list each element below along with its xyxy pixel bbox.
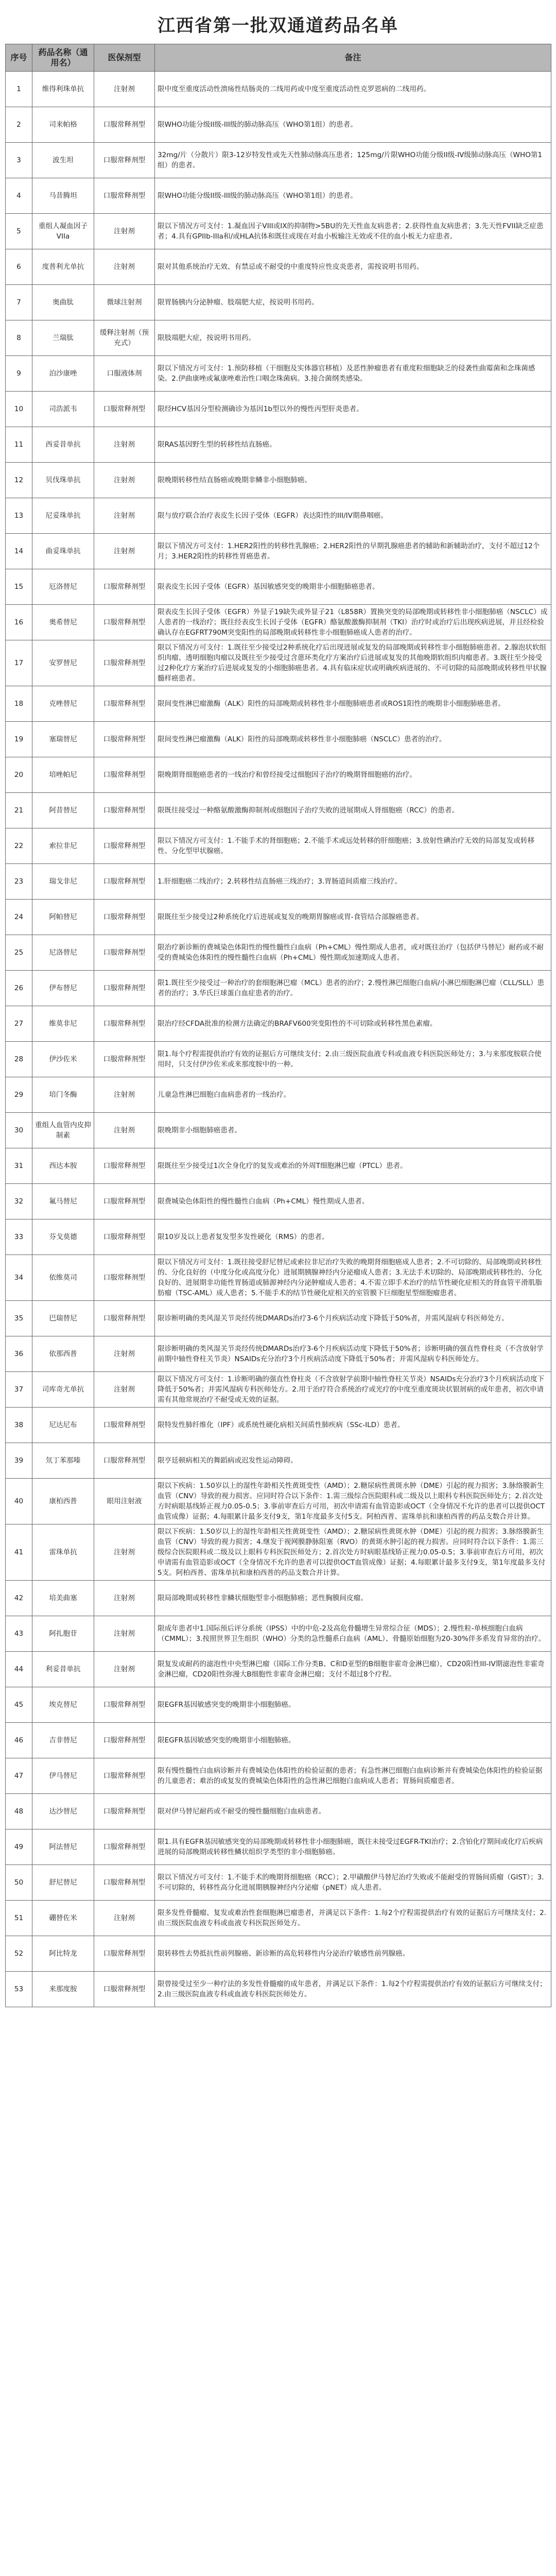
dosage-form: 微球注射剂: [94, 285, 155, 320]
drug-note: 限诊断明确的类风湿关节炎经传统DMARDs治疗3-6个月疾病活动度下降低于50%者，并需风湿病专科医师处方。: [155, 1301, 551, 1336]
row-number: 14: [6, 534, 32, 569]
dosage-form: 注射剂: [94, 1372, 155, 1408]
row-number: 11: [6, 427, 32, 463]
header-form: 医保剂型: [94, 44, 155, 72]
row-number: 5: [6, 214, 32, 249]
drug-name: 埃克替尼: [32, 1687, 94, 1723]
row-number: 1: [6, 72, 32, 107]
table-row: [6, 534, 551, 569]
table-row: [6, 828, 551, 864]
table-row: [6, 498, 551, 534]
row-number: 33: [6, 1219, 32, 1255]
drug-name: 伊布替尼: [32, 971, 94, 1006]
drug-note: 限以下情况方可支付：1.既往接受舒尼替尼或索拉非尼治疗失败的晚期肾细胞癌成人患者；2.不可切除的、局部晚期或转移性的、分化良好的（中度分化或高度分化）进展期胰腺神经内分泌瘤成人患者；3.无法手术切除的、局部晚期或转移性的、分化良好的、进展期非功能性胃肠道或肺源神经内分泌肿瘤成人患者；4.不需立即手术治疗的结节性硬化症相关的肾血管平滑肌脂肪瘤（TSC-AML）成人患者；5.不能手术的结节性硬化症相关的室管膜下巨细胞星型细胞瘤患者。: [155, 1255, 551, 1301]
row-number: 2: [6, 107, 32, 143]
drug-name: 氟马替尼: [32, 1184, 94, 1219]
drug-name: 厄洛替尼: [32, 569, 94, 605]
table-row: [6, 1829, 551, 1865]
drug-name: 达沙替尼: [32, 1794, 94, 1829]
drug-note: 限特发性肺纤维化（IPF）或系统性硬化病相关间质性肺疾病（SSc-ILD）患者。: [155, 1408, 551, 1443]
row-number: 49: [6, 1829, 32, 1865]
drug-note: 1.肝细胞癌二线治疗；2.转移性结直肠癌三线治疗；3.胃肠道间质瘤三线治疗。: [155, 864, 551, 900]
drug-name: 硼替佐米: [32, 1901, 94, 1936]
table-body: [6, 72, 551, 2007]
drug-note: 限WHO功能分级II级-III级的肺动脉高压（WHO第1组）的患者。: [155, 178, 551, 214]
dosage-form: 口服常释剂型: [94, 1687, 155, 1723]
dosage-form: 口服常释剂型: [94, 793, 155, 828]
drug-name: 奥曲肽: [32, 285, 94, 320]
drug-name: 阿法替尼: [32, 1829, 94, 1865]
drug-note: 限以下情况方可支付：1.既往至少接受过2种系统化疗后出现进展或复发的局部晚期或转移性非小细胞肺癌患者。2.腺泡状软组织肉瘤、透明细胞肉瘤以及既往至少接受过含蒽环类化疗方案治疗后进展或复发的其他晚期软组织肉瘤患者。3.既往至少接受过2种化疗方案治疗后进展或复发的小细胞肺癌患者。4.具有临床症状或明确疾病进展的、不可切除的局部晚期或转移性甲状腺髓样癌患者。: [155, 640, 551, 686]
drug-note: 限肢端肥大症，按说明书用药。: [155, 320, 551, 356]
drug-name: 阿帕替尼: [32, 900, 94, 935]
table-row: [6, 1972, 551, 2007]
row-number: 17: [6, 640, 32, 686]
table-row: [6, 427, 551, 463]
dosage-form: 口服常释剂型: [94, 971, 155, 1006]
dosage-form: 注射剂: [94, 1581, 155, 1616]
row-number: 4: [6, 178, 32, 214]
drug-name: 度普利尤单抗: [32, 249, 94, 285]
drug-note: 限晚期转移性结直肠癌或晚期非鳞非小细胞肺癌。: [155, 463, 551, 498]
dosage-form: 注射剂: [94, 498, 155, 534]
table-row: [6, 971, 551, 1006]
drug-name: 克唑替尼: [32, 686, 94, 722]
drug-note: 限晚期非小细胞肺癌患者。: [155, 1113, 551, 1148]
dosage-form: 口服常释剂型: [94, 178, 155, 214]
drug-note: 限RAS基因野生型的转移性结直肠癌。: [155, 427, 551, 463]
row-number: 51: [6, 1901, 32, 1936]
table-row: [6, 1936, 551, 1972]
drug-note: 限WHO功能分级II级-III级的肺动脉高压（WHO第1组）的患者。: [155, 107, 551, 143]
drug-name: 芬戈莫德: [32, 1219, 94, 1255]
dosage-form: 注射剂: [94, 463, 155, 498]
row-number: 3: [6, 143, 32, 178]
drug-note: 限治疗经CFDA批准的检测方法确定的BRAFV600突变阳性的不可切除或转移性黑色素瘤。: [155, 1006, 551, 1042]
table-row: [6, 1042, 551, 1077]
row-number: 23: [6, 864, 32, 900]
row-number: 6: [6, 249, 32, 285]
dosage-form: 口服常释剂型: [94, 1255, 155, 1301]
dosage-form: 注射剂: [94, 1336, 155, 1372]
table-row: [6, 214, 551, 249]
row-number: 34: [6, 1255, 32, 1301]
row-number: 36: [6, 1336, 32, 1372]
row-number: 16: [6, 605, 32, 640]
dosage-form: 口服常释剂型: [94, 864, 155, 900]
row-number: 46: [6, 1723, 32, 1758]
drug-name: 阿昔替尼: [32, 793, 94, 828]
row-number: 8: [6, 320, 32, 356]
drug-note: 限EGFR基因敏感突变的晚期非小细胞肺癌。: [155, 1687, 551, 1723]
table-row: [6, 463, 551, 498]
table-row: [6, 1336, 551, 1372]
row-number: 15: [6, 569, 32, 605]
table-row: [6, 1184, 551, 1219]
dosage-form: 口服常释剂型: [94, 1865, 155, 1901]
row-number: 40: [6, 1479, 32, 1524]
drug-name: 泊沙康唑: [32, 356, 94, 392]
drug-name: 来那度胺: [32, 1972, 94, 2007]
table-row: [6, 320, 551, 356]
row-number: 24: [6, 900, 32, 935]
row-number: 43: [6, 1616, 32, 1652]
drug-note: 限有慢性髓性白血病诊断并有费城染色体阳性的检验证据的患者；有急性淋巴细胞白血病诊断并有费城染色体阳性的检验证据的儿童患者；难治的或复发的费城染色体阳性的急性淋巴细胞白血病成人患者；胃肠间质瘤患者。: [155, 1758, 551, 1794]
row-number: 12: [6, 463, 32, 498]
dosage-form: 眼用注射液: [94, 1479, 155, 1524]
table-row: [6, 1901, 551, 1936]
dosage-form: 口服常释剂型: [94, 935, 155, 971]
drug-note: 限多发性骨髓瘤、复发或难治性套细胞淋巴瘤患者，并满足以下条件：1.每2个疗程需提供治疗有效的证据后方可继续支付；2.由三级医院血液专科或血液专科医院医师处方。: [155, 1901, 551, 1936]
dosage-form: 注射剂: [94, 214, 155, 249]
row-number: 42: [6, 1581, 32, 1616]
dosage-form: 口服常释剂型: [94, 1148, 155, 1184]
drug-note: 限既往至少接受过1次全身化疗的复发或难治的外周T细胞淋巴瘤（PTCL）患者。: [155, 1148, 551, 1184]
table-row: [6, 1479, 551, 1524]
drug-name: 司库奇尤单抗: [32, 1372, 94, 1408]
table-row: [6, 178, 551, 214]
drug-name: 培美曲塞: [32, 1581, 94, 1616]
dosage-form: 口服常释剂型: [94, 143, 155, 178]
drug-note: 限曾接受过至少一种疗法的多发性骨髓瘤的成年患者，并满足以下条件：1.每2个疗程需提供治疗有效的证据后方可继续支付；2.由三级医院血液专科或血液专科医院医师处方。: [155, 1972, 551, 2007]
drug-name: 尼达尼布: [32, 1408, 94, 1443]
drug-name: 阿比特龙: [32, 1936, 94, 1972]
row-number: 37: [6, 1372, 32, 1408]
table-row: [6, 757, 551, 793]
drug-name: 康柏西普: [32, 1479, 94, 1524]
table-row: [6, 686, 551, 722]
drug-note: 限1.具有EGFR基因敏感突变的局部晚期或转移性非小细胞肺癌，既往未接受过EGFR-TKI治疗；2.含铂化疗期间或化疗后疾病进展的局部晚期或转移性鳞状组织学类型的非小细胞肺癌。: [155, 1829, 551, 1865]
drug-name: 依那西普: [32, 1336, 94, 1372]
row-number: 44: [6, 1652, 32, 1687]
drug-note: 限费城染色体阳性的慢性髓性白血病（Ph+CML）慢性期成人患者。: [155, 1184, 551, 1219]
drug-note: 限亨廷顿病相关的舞蹈病或迟发性运动障碍。: [155, 1443, 551, 1479]
drug-name: 维莫非尼: [32, 1006, 94, 1042]
drug-note: 限以下情况方可支付：1.HER2阳性的转移性乳腺癌；2.HER2阳性的早期乳腺癌患者的辅助和新辅助治疗，支付不超过12个月；3.HER2阳性的转移性胃癌患者。: [155, 534, 551, 569]
drug-name: 司来帕格: [32, 107, 94, 143]
drug-note: 限10岁及以上患者复发型多发性硬化（RMS）的患者。: [155, 1219, 551, 1255]
table-row: [6, 1077, 551, 1113]
row-number: 52: [6, 1936, 32, 1972]
table-row: [6, 1301, 551, 1336]
drug-note: 限以下情况方可支付：1.不能手术的肾细胞癌；2.不能手术或远处转移的肝细胞癌；3.放射性碘治疗无效的局部复发或转移性、分化型甲状腺癌。: [155, 828, 551, 864]
table-row: [6, 722, 551, 757]
table-row: [6, 935, 551, 971]
drug-name: 马昔腾坦: [32, 178, 94, 214]
row-number: 35: [6, 1301, 32, 1336]
dosage-form: 口服常释剂型: [94, 722, 155, 757]
table-row: [6, 143, 551, 178]
drug-note: 限以下疾病：1.50岁以上的湿性年龄相关性黄斑变性（AMD）；2.糖尿病性黄斑水肿（DME）引起的视力损害；3.脉络膜新生血管（CNV）导致的视力损害；4.继发于视网膜静脉阻塞（RVO）的黄斑水肿引起的视力损害。应同时符合以下条件：1.需三级综合医院眼科或二级及以上眼科专科医院医师处方；2.首次处方时病眼基线矫正视力0.05-0.5；3.事前审查后方可用，初次申请需有血管造影或OCT（全身情况不允许的患者可以提供OCT血管成像）证据；4.每眼累计最多支付9支，第1年度最多支付5支。阿柏西普、雷珠单抗和康柏西普的药品支数合并计算。: [155, 1524, 551, 1581]
dosage-form: 注射剂: [94, 72, 155, 107]
drug-note: 限以下情况方可支付：1.凝血因子VIII或IX的抑制物>5BU的先天性血友病患者；2.获得性血友病患者；3.先天性FVII缺乏症患者；4.具有GPIIb-IIIa和/或HLA抗体和既往或现在对血小板输注无效或不佳的血小板无力症患者。: [155, 214, 551, 249]
table-row: [6, 1865, 551, 1901]
dosage-form: 口服常释剂型: [94, 757, 155, 793]
table-row: [6, 1616, 551, 1652]
drug-name: 阿扎胞苷: [32, 1616, 94, 1652]
table-row: [6, 356, 551, 392]
dosage-form: 注射剂: [94, 1616, 155, 1652]
drug-note: 限以下疾病：1.50岁以上的湿性年龄相关性黄斑变性（AMD）；2.糖尿病性黄斑水肿（DME）引起的视力损害；3.脉络膜新生血管（CNV）导致的视力损害。应同时符合以下条件：1.需三级综合医院眼科或二级及以上眼科专科医院医师处方；2.首次处方时病眼基线矫正视力0.05-0.5；3.事前审查后方可用，初次申请需有血管造影或OCT（全身情况不允许的患者可以提供OCT血管成像）证据；4.每眼累计最多支付9支，第1年度最多支付5支。阿柏西普、雷珠单抗和康柏西普的药品支数合并计算。: [155, 1479, 551, 1524]
row-number: 53: [6, 1972, 32, 2007]
drug-note: 限表皮生长因子受体（EGFR）基因敏感突变的晚期非小细胞肺癌患者。: [155, 569, 551, 605]
dosage-form: 注射剂: [94, 1652, 155, 1687]
drug-name: 重组人凝血因子VIIa: [32, 214, 94, 249]
dosage-form: 口服常释剂型: [94, 1972, 155, 2007]
drug-name: 尼洛替尼: [32, 935, 94, 971]
drug-note: 限间变性淋巴瘤激酶（ALK）阳性的局部晚期或转移性非小细胞肺癌患者或ROS1阳性的晚期非小细胞肺癌患者。: [155, 686, 551, 722]
drug-name: 奥希替尼: [32, 605, 94, 640]
dosage-form: 口服常释剂型: [94, 1301, 155, 1336]
drug-note: 限间变性淋巴瘤激酶（ALK）阳性的局部晚期或转移性非小细胞肺癌（NSCLC）患者的治疗。: [155, 722, 551, 757]
drug-name: 贝伐珠单抗: [32, 463, 94, 498]
drug-name: 吉非替尼: [32, 1723, 94, 1758]
drug-name: 巴瑞替尼: [32, 1301, 94, 1336]
drug-note: 32mg/片（分散片）限3-12岁特发性或先天性肺动脉高压患者；125mg/片限WHO功能分级II级-IV级肺动脉高压（WHO第1组）的患者。: [155, 143, 551, 178]
table-row: [6, 640, 551, 686]
drug-name: 利妥昔单抗: [32, 1652, 94, 1687]
table-row: [6, 1687, 551, 1723]
dosage-form: 口服常释剂型: [94, 1794, 155, 1829]
drug-name: 重组人血管内皮抑制素: [32, 1113, 94, 1148]
table-row: [6, 605, 551, 640]
table-row: [6, 1408, 551, 1443]
row-number: 19: [6, 722, 32, 757]
row-number: 30: [6, 1113, 32, 1148]
dosage-form: 口服常释剂型: [94, 1006, 155, 1042]
page-title: 江西省第一批双通道药品名单: [158, 15, 398, 36]
row-number: 41: [6, 1524, 32, 1581]
dosage-form: 注射剂: [94, 1077, 155, 1113]
dosage-form: 口服常释剂型: [94, 605, 155, 640]
table-row: [6, 1148, 551, 1184]
drug-name: 伊马替尼: [32, 1758, 94, 1794]
dosage-form: 口服常释剂型: [94, 1443, 155, 1479]
dosage-form: 注射剂: [94, 1113, 155, 1148]
drug-note: 限以下情况方可支付：1.诊断明确的强直性脊柱炎（不含放射学前期中轴性脊柱关节炎）NSAIDs充分治疗3个月疾病活动度下降低于50%者；并需风湿病专科医师处方。2.用于治疗符合系统治疗或光疗的中度至重度斑块状银屑病的成年患者，初次申请需有其他常规治疗不耐受或无效的证据。: [155, 1372, 551, 1408]
dosage-form: 口服常释剂型: [94, 828, 155, 864]
dosage-form: 口服常释剂型: [94, 1184, 155, 1219]
dosage-form: 注射剂: [94, 427, 155, 463]
dosage-form: 口服常释剂型: [94, 1042, 155, 1077]
table-row: [6, 107, 551, 143]
dosage-form: 口服常释剂型: [94, 392, 155, 427]
drug-table: [5, 44, 551, 2007]
drug-note: 限1.每个疗程需提供治疗有效的证据后方可继续支付；2.由三级医院血液专科或血液专科医院医师处方；3.与来那度胺联合使用时，只支付伊沙佐米或来那度胺中的一种。: [155, 1042, 551, 1077]
row-number: 29: [6, 1077, 32, 1113]
row-number: 28: [6, 1042, 32, 1077]
table-row: [6, 900, 551, 935]
drug-name: 西妥昔单抗: [32, 427, 94, 463]
drug-name: 西达本胺: [32, 1148, 94, 1184]
dosage-form: 注射剂: [94, 1524, 155, 1581]
drug-note: 限复发或耐药的滤泡性中央型淋巴瘤（国际工作分类B、C和D亚型的B细胞非霍奇金淋巴瘤），CD20阳性III-IV期滤泡性非霍奇金淋巴瘤，CD20阳性弥漫大B细胞性非霍奇金淋巴瘤；支付不超过8个疗程。: [155, 1652, 551, 1687]
row-number: 10: [6, 392, 32, 427]
dosage-form: 口服常释剂型: [94, 1829, 155, 1865]
table-row: [6, 72, 551, 107]
table-row: [6, 1524, 551, 1581]
drug-name: 依维莫司: [32, 1255, 94, 1301]
drug-note: 限局部晚期或转移性非鳞状细胞型非小细胞肺癌；恶性胸膜间皮瘤。: [155, 1581, 551, 1616]
table-row: [6, 793, 551, 828]
row-number: 38: [6, 1408, 32, 1443]
header-name: 药品名称（通用名）: [32, 44, 94, 72]
drug-name: 司浩派韦: [32, 392, 94, 427]
table-row: [6, 1219, 551, 1255]
dosage-form: 口服常释剂型: [94, 640, 155, 686]
drug-name: 雷珠单抗: [32, 1524, 94, 1581]
table-row: [6, 1723, 551, 1758]
row-number: 39: [6, 1443, 32, 1479]
table-row: [6, 285, 551, 320]
table-row: [6, 1581, 551, 1616]
row-number: 7: [6, 285, 32, 320]
drug-note: 限表皮生长因子受体（EGFR）外显子19缺失或外显子21（L858R）置换突变的局部晚期或转移性非小细胞肺癌（NSCLC）成人患者的一线治疗；既往经表皮生长因子受体（EGFR）酪氨酸激酶抑制剂（TKI）治疗时或治疗后出现疾病进展，并且经检验确认存在EGFRT790M突变阳性的局部晚期或转移性非小细胞肺癌成人患者的治疗。: [155, 605, 551, 640]
drug-name: 舒尼替尼: [32, 1865, 94, 1901]
drug-note: 限经HCV基因分型检测确诊为基因1b型以外的慢性丙型肝炎患者。: [155, 392, 551, 427]
dosage-form: 口服液体剂: [94, 356, 155, 392]
drug-note: 儿童急性淋巴细胞白血病患者的一线治疗。: [155, 1077, 551, 1113]
table-row: [6, 1794, 551, 1829]
drug-name: 伊沙佐米: [32, 1042, 94, 1077]
row-number: 45: [6, 1687, 32, 1723]
drug-name: 曲妥珠单抗: [32, 534, 94, 569]
dosage-form: 口服常释剂型: [94, 569, 155, 605]
row-number: 22: [6, 828, 32, 864]
drug-name: 维得利珠单抗: [32, 72, 94, 107]
row-number: 47: [6, 1758, 32, 1794]
dosage-form: 缓释注射剂（预充式）: [94, 320, 155, 356]
drug-name: 安罗替尼: [32, 640, 94, 686]
dosage-form: 注射剂: [94, 534, 155, 569]
row-number: 25: [6, 935, 32, 971]
drug-note: 限中度至重度活动性溃疡性结肠炎的二线用药或中度至重度活动性克罗恩病的二线用药。: [155, 72, 551, 107]
dosage-form: 口服常释剂型: [94, 1219, 155, 1255]
drug-note: 限EGFR基因敏感突变的晚期非小细胞肺癌。: [155, 1723, 551, 1758]
dosage-form: 口服常释剂型: [94, 900, 155, 935]
drug-name: 塞瑞替尼: [32, 722, 94, 757]
drug-note: 限对其他系统治疗无效、有禁忌或不耐受的中重度特应性皮炎患者，需按说明书用药。: [155, 249, 551, 285]
table-row: [6, 1758, 551, 1794]
row-number: 18: [6, 686, 32, 722]
drug-note: 限成年患者中1.国际预后评分系统（IPSS）中的中危-2及高危骨髓增生异常综合征（MDS）；2.慢性粒-单核细胞白血病（CMML）；3.按照世界卫生组织（WHO）分类的急性髓系白血病（AML）、骨髓原始细胞为20-30%伴多系发育异常的治疗。: [155, 1616, 551, 1652]
table-row: [6, 864, 551, 900]
row-number: 48: [6, 1794, 32, 1829]
drug-note: 限以下情况方可支付：1.预防移植（干细胞及实体器官移植）及恶性肿瘤患者有重度粒细胞缺乏的侵袭性曲霉菌和念珠菌感染。2.伊曲康唑或氟康唑难治性口咽念珠菌病。3.接合菌纲类感染。: [155, 356, 551, 392]
row-number: 20: [6, 757, 32, 793]
table-row: [6, 1652, 551, 1687]
drug-name: 波生坦: [32, 143, 94, 178]
table-header-row: [6, 44, 551, 72]
drug-note: 限治疗新诊断的费城染色体阳性的慢性髓性白血病（Ph+CML）慢性期成人患者，或对既往治疗（包括伊马替尼）耐药或不耐受的费城染色体阳性的慢性髓性白血病（Ph+CML）慢性期或加速期成人患者。: [155, 935, 551, 971]
row-number: 26: [6, 971, 32, 1006]
drug-note: 限晚期肾细胞癌患者的一线治疗和曾经接受过细胞因子治疗的晚期肾细胞癌的治疗。: [155, 757, 551, 793]
table-row: [6, 1113, 551, 1148]
table-row: [6, 1443, 551, 1479]
drug-note: 限既往至少接受过2种系统化疗后进展或复发的晚期胃腺癌或胃-食管结合部腺癌患者。: [155, 900, 551, 935]
row-number: 31: [6, 1148, 32, 1184]
dosage-form: 注射剂: [94, 1901, 155, 1936]
drug-note: 限以下情况方可支付：1.不能手术的晚期肾细胞癌（RCC）；2.甲磺酸伊马替尼治疗失败或不能耐受的胃肠间质瘤（GIST）；3.不可切除的，转移性高分化进展期胰腺神经内分泌瘤（pNET）成人患者。: [155, 1865, 551, 1901]
table-row: [6, 1372, 551, 1408]
table-row: [6, 569, 551, 605]
drug-note: 限对伊马替尼耐药或不耐受的慢性髓细胞白血病患者。: [155, 1794, 551, 1829]
header-note: 备注: [155, 44, 551, 72]
row-number: 50: [6, 1865, 32, 1901]
drug-name: 培门冬酶: [32, 1077, 94, 1113]
drug-name: 尼妥珠单抗: [32, 498, 94, 534]
drug-name: 氘丁苯那嗪: [32, 1443, 94, 1479]
drug-note: 限转移性去势抵抗性前列腺癌、新诊断的高危转移性内分泌治疗敏感性前列腺癌。: [155, 1936, 551, 1972]
row-number: 27: [6, 1006, 32, 1042]
header-no: 序号: [6, 44, 32, 72]
dosage-form: 口服常释剂型: [94, 1758, 155, 1794]
row-number: 32: [6, 1184, 32, 1219]
row-number: 13: [6, 498, 32, 534]
table-row: [6, 392, 551, 427]
dosage-form: 注射剂: [94, 249, 155, 285]
drug-note: 限诊断明确的类风湿关节炎经传统DMARDs治疗3-6个月疾病活动度下降低于50%者；诊断明确的强直性脊柱炎（不含放射学前期中轴性脊柱关节炎）NSAIDs充分治疗3个月疾病活动度下降低于50%者；并需风湿病专科医师处方。: [155, 1336, 551, 1372]
row-number: 21: [6, 793, 32, 828]
dosage-form: 口服常释剂型: [94, 1408, 155, 1443]
table-row: [6, 1006, 551, 1042]
drug-note: 限1.既往至少接受过一种治疗的套细胞淋巴瘤（MCL）患者的治疗；2.慢性淋巴细胞白血病/小淋巴细胞淋巴瘤（CLL/SLL）患者的治疗；3.华氏巨球蛋白血症患者的治疗。: [155, 971, 551, 1006]
drug-note: 限既往接受过一种酪氨酸激酶抑制剂或细胞因子治疗失败的进展期成人肾细胞癌（RCC）的患者。: [155, 793, 551, 828]
drug-note: 限与放疗联合治疗表皮生长因子受体（EGFR）表达阳性的III/IV期鼻咽癌。: [155, 498, 551, 534]
dosage-form: 口服常释剂型: [94, 686, 155, 722]
dosage-form: 口服常释剂型: [94, 1723, 155, 1758]
drug-name: 索拉非尼: [32, 828, 94, 864]
dosage-form: 口服常释剂型: [94, 107, 155, 143]
dosage-form: 口服常释剂型: [94, 1936, 155, 1972]
drug-name: 瑞戈非尼: [32, 864, 94, 900]
table-row: [6, 249, 551, 285]
row-number: 9: [6, 356, 32, 392]
drug-name: 培唑帕尼: [32, 757, 94, 793]
drug-name: 兰瑞肽: [32, 320, 94, 356]
table-row: [6, 1255, 551, 1301]
drug-note: 限胃肠胰内分泌肿瘤、肢端肥大症，按说明书用药。: [155, 285, 551, 320]
